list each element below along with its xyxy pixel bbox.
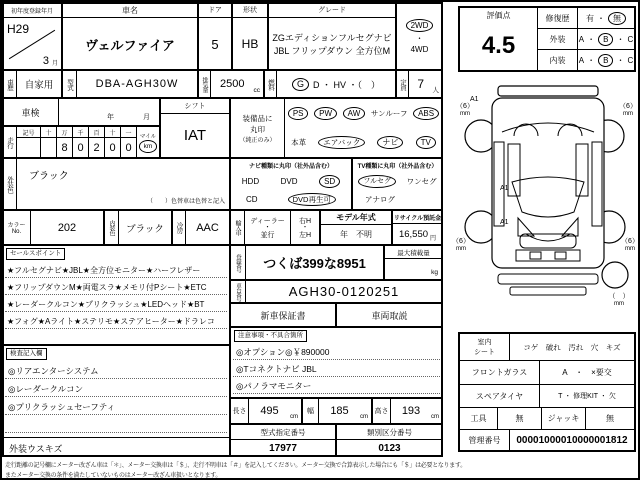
payload-label: 最大積載量	[385, 246, 442, 259]
cell-model-year	[320, 210, 392, 245]
repair-yes: 有	[586, 13, 594, 23]
shaken-label: 車検	[3, 99, 59, 125]
mileage-col-1k: 千 0	[73, 127, 89, 157]
ac-label: 冷房	[173, 211, 186, 244]
sales-point: ★フルセグナビ★JBL★全方位モニター★ハーフレザー	[5, 261, 227, 278]
cell-shift	[160, 98, 230, 158]
recycle-label: リサイクル預託金	[393, 211, 442, 224]
footer-disclaimer	[5, 460, 637, 479]
cell-payload	[384, 245, 443, 280]
grade-line2: JBL フリップダウン 全方位M	[273, 46, 391, 56]
class-number-label: 類別区分番号	[337, 425, 442, 440]
first-registration-value	[3, 18, 61, 70]
tv-type-header: TV種類に丸印（社外品含む）	[357, 164, 438, 170]
mileage-col-10: 十 0	[105, 127, 121, 157]
cell-tv-type	[352, 158, 443, 210]
nav-hdd: HDD	[241, 176, 260, 186]
capacity-label: 定員	[397, 71, 409, 97]
footer-line1: 走行距離の記号欄にメーター改ざん車は「＊」、メーター交換車は「＄」、走行不明車は「＃」を記入してください。メーター交換で合算表示した場合にも「＄」は必要となります。	[5, 463, 466, 469]
cell-displacement	[198, 70, 264, 98]
check-note: ◎レーダークルコン	[5, 379, 227, 397]
reg-year: H29	[7, 22, 30, 36]
drive-2wd: 2WD	[406, 19, 434, 32]
km-label: km	[139, 140, 158, 153]
car-name-label: 車名	[63, 3, 197, 18]
management-number-row	[460, 430, 634, 450]
mileage-col-1: 一 0	[121, 127, 137, 157]
exterior-grade-label: 外装	[538, 29, 578, 49]
first-registration-label: 初年度登録年月	[3, 3, 61, 18]
interior-grade-b: B	[598, 54, 613, 67]
height-unit: cm	[431, 414, 439, 420]
grade-line1: ZGエディションフルセグナビ	[272, 33, 392, 43]
model-code-label: 型式	[63, 71, 77, 97]
sales-points-tag: セールスポイント	[6, 248, 65, 260]
recycle-value: 16,550	[398, 228, 429, 240]
model-year-value: 年 不明	[340, 230, 372, 239]
interior-grade-label: 内装	[538, 50, 578, 70]
registration-number-label: 登録番号	[231, 246, 246, 279]
doors-label: ドア	[199, 3, 231, 18]
registration-number-value: つくば399な8951	[263, 256, 366, 271]
repair-history-row: 修復歴 有 ・ 無	[538, 8, 634, 29]
mileage-col-100: 百 2	[89, 127, 105, 157]
evaluation-box	[458, 6, 636, 72]
sales-point: ★フォグ★Aライト★ステリモ★ステアヒーター★ドラレコ	[5, 312, 227, 329]
evaluation-score-label: 評価点	[486, 10, 511, 20]
ac-value: AAC	[196, 221, 219, 234]
spare-tire-value: T ・ 修理KIT ・ 欠	[558, 393, 616, 400]
import-dealer-parallel: ディーラー ・ 並行	[245, 211, 291, 244]
model-code-value: DBA-AGH30W	[95, 78, 179, 90]
equip-pw: PW	[314, 107, 337, 120]
length-unit: cm	[290, 414, 298, 420]
nav-cd: CD	[246, 195, 258, 205]
width-label: 幅	[303, 399, 319, 423]
cell-car-name	[62, 2, 198, 70]
exterior-grade-b: B	[598, 33, 613, 46]
equip-leather: 本革	[291, 138, 307, 147]
cell-equipment	[230, 98, 443, 158]
windshield-label: フロントガラス	[460, 361, 540, 384]
check-notes-tag: 検査記入欄	[6, 348, 47, 360]
width-value: 185	[330, 405, 349, 417]
nav-type-header: ナビ種類に丸印（社外品含む）	[248, 164, 333, 170]
note-item: ◎オプション◎￥890000	[233, 343, 440, 360]
cell-doors	[198, 2, 232, 70]
panel-mark-a1: A1	[500, 219, 509, 226]
exterior-grade-row: 外装 A ・ B ・ C	[538, 29, 634, 50]
equip-tv: TV	[416, 136, 436, 149]
tools-row	[460, 408, 634, 430]
evaluation-score-cell	[460, 8, 538, 70]
class-number-value: 0123	[378, 442, 401, 454]
model-year-label: モデル年式	[321, 211, 391, 225]
jack-label: ジャッキ	[542, 408, 586, 429]
condition-table	[458, 332, 636, 452]
cell-fuel	[264, 70, 396, 98]
equip-aw: AW	[343, 107, 366, 120]
mileage-col-10k: 万 8	[57, 127, 73, 157]
mileage-label: 走行	[3, 127, 17, 157]
mileage-unit	[137, 127, 159, 157]
cell-mileage	[2, 126, 160, 158]
cell-chassis-number	[230, 280, 443, 303]
cell-import	[230, 210, 320, 245]
cell-notes	[230, 327, 443, 398]
interior-color-label: 内装色	[105, 211, 119, 244]
length-value: 495	[260, 405, 279, 417]
check-note-empty	[5, 415, 227, 433]
shift-value: IAT	[183, 127, 207, 144]
usage-history-label: 車歴	[3, 71, 17, 97]
equip-airbag: エアバック	[318, 136, 365, 149]
cell-sales-points	[2, 245, 230, 345]
tv-analog: アナログ	[365, 195, 395, 205]
color-no-label: カラー No.	[3, 211, 31, 244]
cell-registration-number	[230, 245, 384, 280]
exterior-color-value: ブラック	[29, 171, 69, 182]
cell-manual: 車両取説	[336, 303, 443, 327]
chassis-number-label: 車台番号	[231, 281, 246, 302]
cell-height	[372, 398, 443, 424]
fuel-label: 燃料	[265, 71, 277, 97]
tread-rear-left: （6） mm	[452, 238, 470, 252]
sales-point-empty	[5, 329, 227, 345]
cell-type-number	[230, 424, 336, 457]
shift-label: シフト	[161, 99, 229, 114]
cell-exterior-color	[2, 158, 230, 210]
displacement-label: 排気量	[199, 71, 211, 97]
length-label: 長さ	[231, 399, 249, 423]
tread-front-left: （6） mm	[456, 103, 474, 117]
import-handle: 右H ・ 左H	[298, 217, 312, 239]
seat-label: 室内 シート	[460, 334, 510, 360]
exterior-scratch-note: 外装ウスキズ	[3, 437, 229, 456]
spare-tire-circle	[602, 262, 628, 288]
fuel-gasoline: G	[292, 78, 309, 91]
mileage-col-sign: 記号	[17, 127, 41, 157]
payload-unit: kg	[431, 269, 438, 276]
jack-value: 無	[606, 414, 614, 423]
management-number-value: 00001000010000001812	[516, 434, 628, 446]
cell-first-registration	[2, 2, 62, 70]
check-note: ◎リアエンターシステム	[5, 361, 227, 379]
tools-value: 無	[498, 408, 542, 429]
equipment-label: 装備品に 丸印 （純正のみ）	[231, 99, 285, 157]
nav-dvd-playable: DVD再生可	[288, 193, 336, 206]
grade-label: グレード	[269, 3, 395, 18]
displacement-unit: cc	[253, 87, 260, 94]
shaken-year-label: 年	[107, 114, 114, 121]
footer-line2: またメーター交換の条件を満たしていないものはメーター改ざん車扱いとなります。	[5, 473, 222, 479]
color-no-value: 202	[57, 221, 77, 234]
note-item: ◎Tコネクトナビ JBL	[233, 360, 440, 377]
tv-fullseg: フルセグ	[358, 175, 396, 188]
displacement-value: 2500	[220, 78, 245, 90]
cell-grade	[268, 2, 396, 70]
equip-ps: PS	[288, 107, 309, 120]
check-note: ◎プリクラッシュセーフティ	[5, 397, 227, 415]
cell-warranty: 新車保証書	[230, 303, 336, 327]
exterior-color-label: 外装色	[3, 159, 17, 209]
cell-check-notes	[2, 345, 230, 457]
doors-value: 5	[211, 36, 219, 52]
windshield-value: A ・ ×要交	[562, 368, 612, 377]
equip-navi: ナビ	[377, 136, 403, 149]
reg-month: 3	[42, 55, 49, 67]
interior-color-value: ブラック	[126, 223, 164, 235]
management-number-label: 管理番号	[460, 430, 510, 450]
cell-usage-history	[2, 70, 62, 98]
capacity-value: 7	[417, 77, 425, 91]
reg-month-unit: 月	[51, 61, 58, 67]
body-shape-label: 形状	[233, 3, 267, 18]
cell-body-shape	[232, 2, 268, 70]
windshield-row	[460, 361, 634, 385]
note-item: ◎パノラマモニター	[233, 377, 440, 394]
evaluation-score-value: 4.5	[481, 32, 516, 59]
body-shape-value: HB	[241, 37, 259, 51]
drive-dot: ・	[415, 33, 424, 43]
panel-mark-a1: A1	[470, 96, 479, 103]
cell-ac	[172, 210, 230, 245]
cell-capacity	[396, 70, 443, 98]
interior-grade-row: 内装 A ・ B ・ C	[538, 50, 634, 70]
tread-front-right: （6） mm	[619, 103, 637, 117]
equipment-row1	[285, 99, 442, 128]
tv-oneseg: ワンセグ	[406, 176, 437, 186]
notes-tag: 注意事項・不具合箇所	[234, 330, 307, 342]
nav-dvd: DVD	[280, 176, 298, 186]
height-label: 高さ	[373, 399, 391, 423]
equipment-row2	[285, 128, 442, 157]
sales-point: ★レーダークルコン★プリクラッシュ★LEDヘッド★BT	[5, 295, 227, 312]
cell-class-number	[336, 424, 443, 457]
cell-nav-type	[230, 158, 352, 210]
repair-history-label: 修復歴	[538, 8, 578, 28]
import-label: 輸入車	[231, 211, 245, 244]
seat-condition-row	[460, 334, 634, 361]
spare-tire-label: スペアタイヤ	[460, 385, 540, 407]
tread-rear-right: （6） mm	[621, 238, 639, 252]
tools-label: 工具	[460, 408, 498, 429]
mile-label: マイル	[139, 133, 157, 140]
capacity-unit: 人	[432, 87, 439, 94]
panel-mark-a1: A1	[500, 185, 509, 192]
width-unit: cm	[360, 414, 368, 420]
color-change-note: （ ）色替車は色替と記入	[146, 199, 225, 205]
cell-recycle	[392, 210, 443, 245]
tread-spare: （ ） mm	[608, 293, 630, 307]
equip-abs: ABS	[413, 107, 439, 120]
cell-interior-color	[104, 210, 172, 245]
shaken-month-label: 月	[143, 114, 150, 121]
cell-drivetrain	[396, 2, 443, 70]
mileage-col-100k: 十	[41, 127, 57, 157]
cell-length	[230, 398, 302, 424]
seat-values: コゲ 破れ 汚れ 穴 キズ	[523, 342, 621, 352]
fuel-options: D ・ HV ・（ ）	[313, 79, 381, 90]
cell-shaken	[2, 98, 160, 126]
cell-color-no	[2, 210, 104, 245]
car-name-value: ヴェルファイア	[85, 37, 175, 53]
type-number-value: 17977	[269, 442, 297, 454]
repair-no: 無	[608, 12, 626, 25]
spare-tire-row	[460, 385, 634, 408]
cell-model-code	[62, 70, 198, 98]
usage-history-value: 自家用	[24, 80, 54, 91]
equip-sunroof: サンルーフ	[370, 109, 408, 118]
drive-4wd: 4WD	[410, 44, 429, 54]
chassis-number-value: AGH30-0120251	[288, 284, 400, 299]
recycle-yen: 円	[430, 236, 437, 242]
cell-width	[302, 398, 372, 424]
type-number-label: 型式指定番号	[231, 425, 335, 440]
height-value: 193	[401, 405, 421, 417]
sales-point: ★フリップダウンM★両電スラ★メモリ付Pシート★ETC	[5, 278, 227, 295]
nav-sd: SD	[319, 175, 340, 188]
